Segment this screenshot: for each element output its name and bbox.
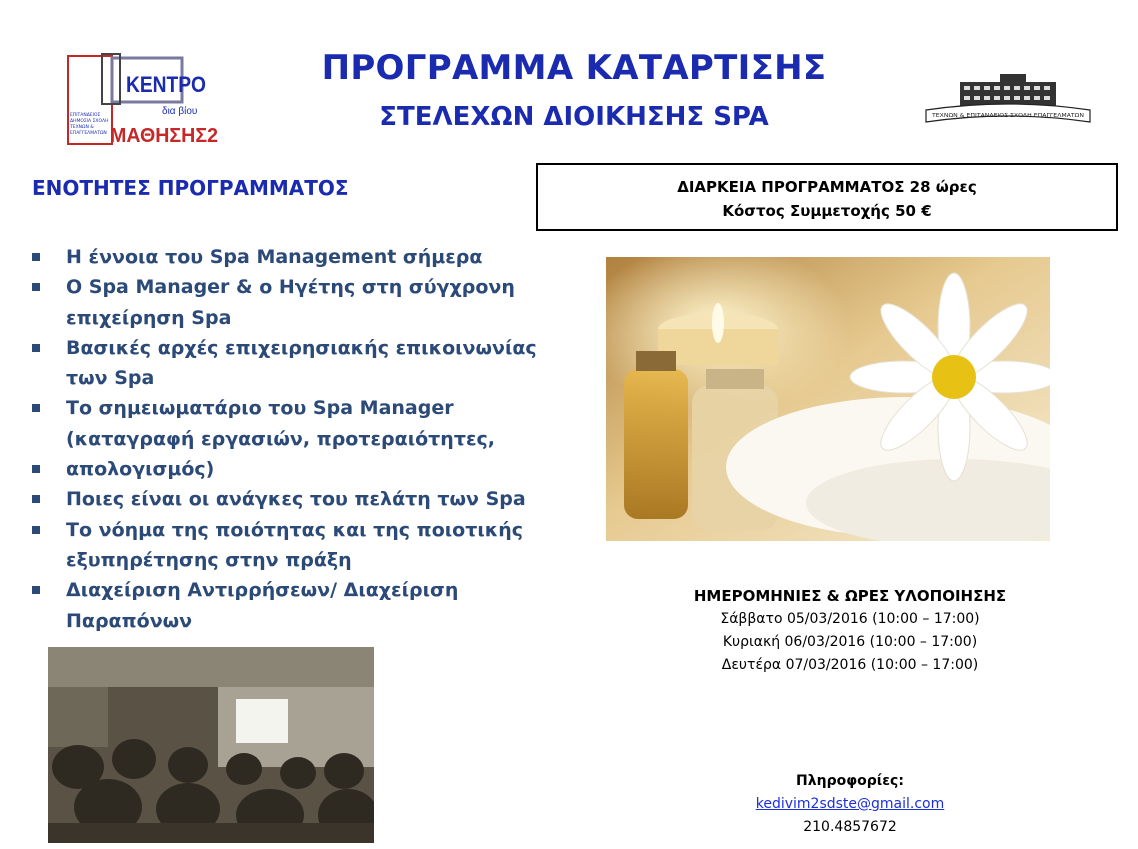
cost-text: Κόστος Συμμετοχής 50 € xyxy=(722,202,932,220)
topic-item-continuation: εξυπηρέτησης στην πράξη xyxy=(66,548,352,571)
topic-item-continuation: (καταγραφή εργασιών, προτεραιότητες, xyxy=(66,427,496,450)
duration-box xyxy=(536,163,1118,231)
topic-item: Ο Spa Manager & ο Ηγέτης στη σύγχρονη xyxy=(32,272,552,302)
contact-phone: 210.4857672 xyxy=(803,819,897,835)
date-line: Σάββατο 05/03/2016 (10:00 – 17:00) xyxy=(720,611,980,627)
topic-item: απολογισμός) xyxy=(32,454,552,484)
topic-item: Το νόημα της ποιότητας και της ποιοτικής xyxy=(32,515,552,545)
svg-text:δια βίου: δια βίου xyxy=(162,106,198,117)
kentro-dia-viou-mathisis-logo xyxy=(62,52,222,148)
svg-text:ΜΑΘΗΣΗΣ2: ΜΑΘΗΣΗΣ2 xyxy=(110,125,218,147)
spa-candle-flower-photo xyxy=(606,257,1050,541)
svg-text:ΔΗΜΟΣΙΑ ΣΧΟΛΗ: ΔΗΜΟΣΙΑ ΣΧΟΛΗ xyxy=(70,119,109,124)
topic-item: Ποιες είναι οι ανάγκες του πελάτη των Spa xyxy=(32,484,552,514)
topic-item: Βασικές αρχές επιχειρησιακής επικοινωνίας xyxy=(32,333,552,363)
topic-item-continuation: των Spa xyxy=(66,367,155,390)
topic-item-continuation: επιχείρηση Spa xyxy=(66,306,232,329)
contact-email-link[interactable]: kedivim2sdste@gmail.com xyxy=(755,796,945,812)
school-building-logo xyxy=(920,70,1096,130)
topic-item: Το σημειωματάριο του Spa Manager xyxy=(32,393,552,423)
dates-section xyxy=(600,584,1100,677)
date-line: Κυριακή 06/03/2016 (10:00 – 17:00) xyxy=(722,634,978,650)
page-title: ΠΡΟΓΡΑΜΜΑ ΚΑΤΑΡΤΙΣΗΣ xyxy=(321,48,827,88)
svg-text:ΤΕΧΝΩΝ &: ΤΕΧΝΩΝ & xyxy=(70,125,94,130)
topic-item: Διαχείριση Αντιρρήσεων/ Διαχείριση xyxy=(32,575,552,605)
topic-item-continuation: Παραπόνων xyxy=(66,609,193,632)
date-line: Δευτέρα 07/03/2016 (10:00 – 17:00) xyxy=(721,657,979,673)
topic-item: Η έννοια του Spa Management σήμερα xyxy=(32,242,552,272)
svg-text:ΕΠΑΓΓΕΛΜΑΤΩΝ: ΕΠΑΓΓΕΛΜΑΤΩΝ xyxy=(70,131,107,136)
svg-text:ΚΕΝΤΡΟ: ΚΕΝΤΡΟ xyxy=(126,72,206,97)
contact-heading: Πληροφορίες: xyxy=(796,773,904,789)
contact-section xyxy=(700,770,1000,839)
classroom-photo xyxy=(48,647,374,843)
sections-heading: ΕΝΟΤΗΤΕΣ ΠΡΟΓΡΑΜΜΑΤΟΣ xyxy=(32,176,349,200)
svg-text:ΕΠΙΤΑΝΔΕΙΟΣ: ΕΠΙΤΑΝΔΕΙΟΣ xyxy=(70,113,101,118)
svg-text:ΤΕΧΝΩΝ & ΕΠΙΤΑΝΔΕΙΟΣ ΣΧΟΛΗ ΕΠΑ: ΤΕΧΝΩΝ & ΕΠΙΤΑΝΔΕΙΟΣ ΣΧΟΛΗ ΕΠΑΓΓΕΛΜΑΤΩΝ xyxy=(930,113,1085,119)
dates-heading: ΗΜΕΡΟΜΗΝΙΕΣ & ΩΡΕΣ ΥΛΟΠΟΙΗΣΗΣ xyxy=(693,587,1007,605)
topics-list xyxy=(32,242,552,636)
page-subtitle: ΣΤΕΛΕΧΩΝ ΔΙΟΙΚΗΣΗΣ SPA xyxy=(379,102,769,132)
duration-text: ΔΙΑΡΚΕΙΑ ΠΡΟΓΡΑΜΜΑΤΟΣ 28 ώρες xyxy=(677,178,977,196)
